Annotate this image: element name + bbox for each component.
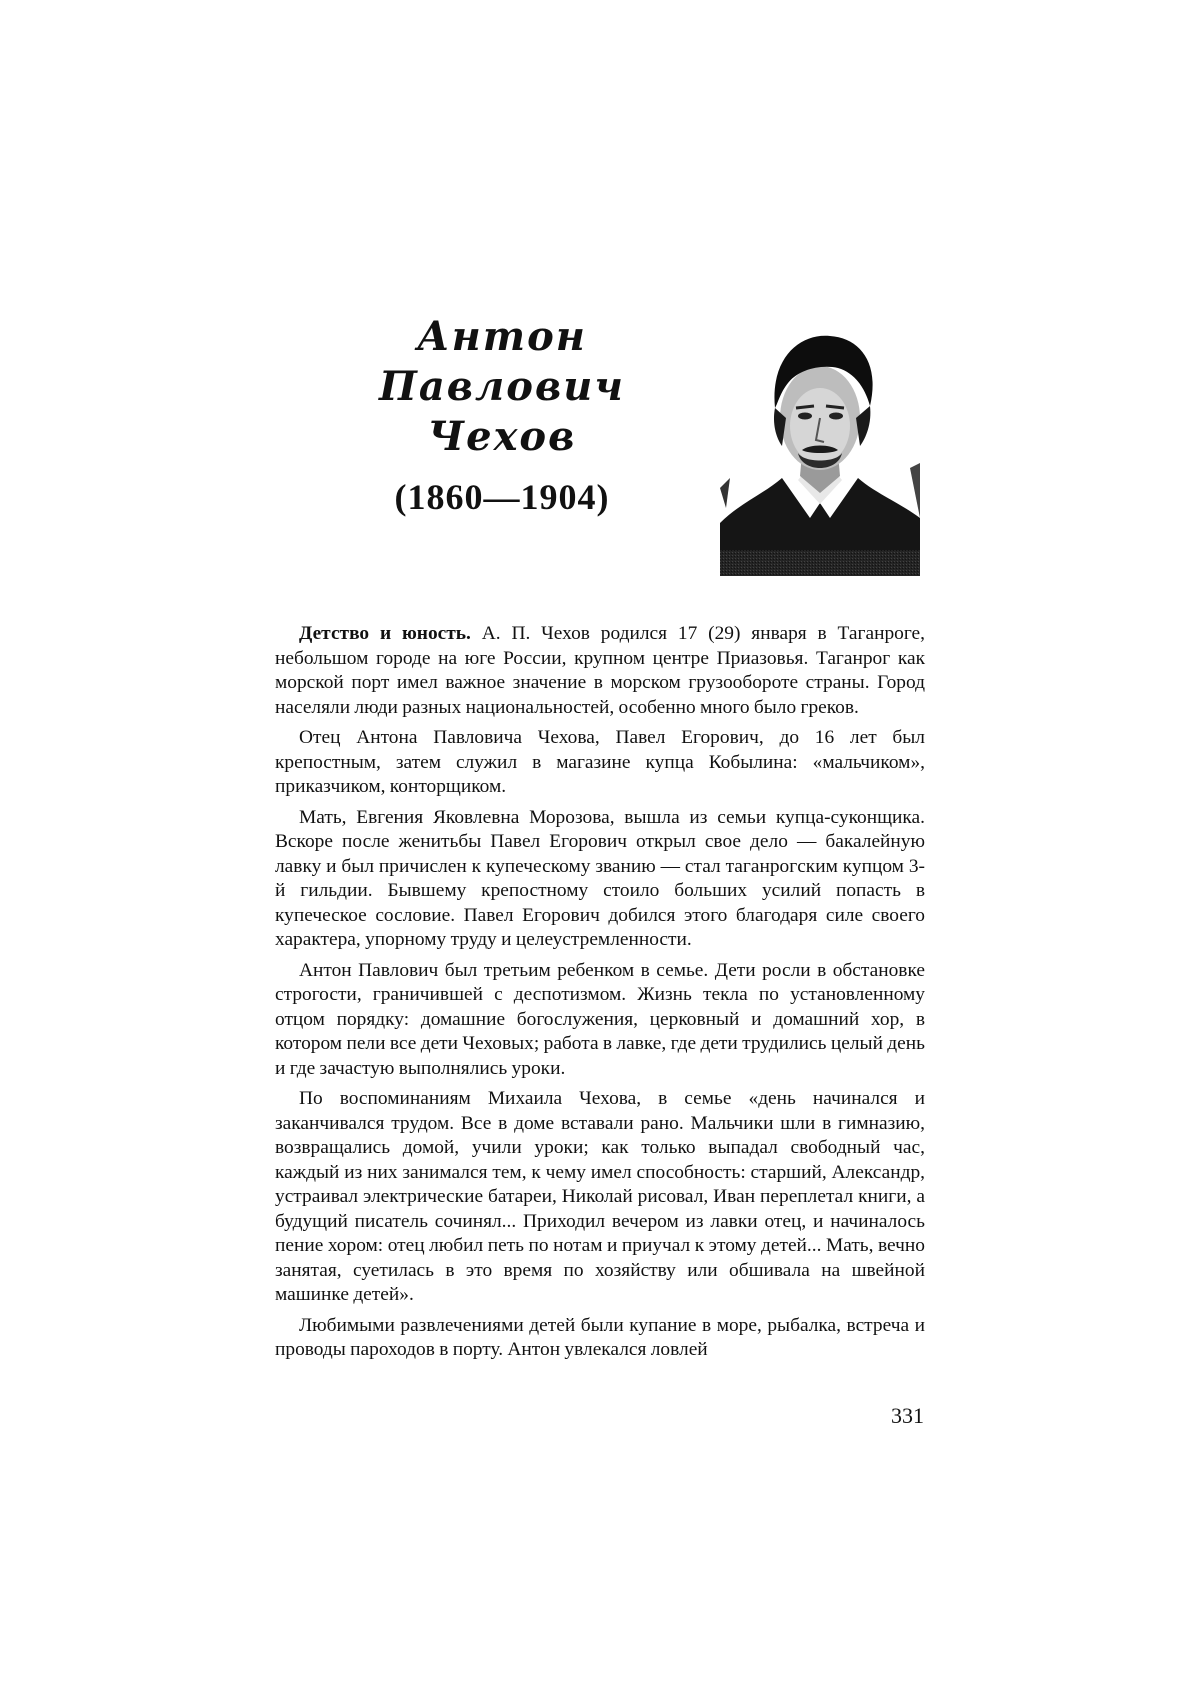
paragraph: Любимыми развлечениями детей были купание в море, рыбалка, встреча и проводы пароходов в порту. Антон увлекался ловлей [275, 1314, 925, 1360]
author-surname: Чехов [427, 413, 577, 460]
author-title [352, 312, 652, 518]
author-patronymic: Павлович [379, 363, 625, 410]
paragraph: Мать, Евгения Яковлевна Морозова, вышла из семьи купца-суконщика. Вскоре после женитьбы Павел Егорович открыл свое дело — бакалейную лавку и был причислен к купеческому званию — стал таганрогским купцом 3-й гильдии. Бывшему крепостному стоило больших усилий попасть в купеческое сословие. Павел Егорович добился этого благодаря силе своего характера, упорному труду и целеустремленности. [275, 806, 925, 950]
author-portrait-photo [720, 318, 920, 576]
paragraph: Отец Антона Павловича Чехова, Павел Егорович, до 16 лет был крепостным, затем служил в магазине купца Кобылина: «мальчиком», приказчиком, конторщиком. [275, 727, 925, 797]
page-number: 331 [891, 1403, 924, 1428]
paragraph-text: А. П. Чехов родился 17 (29) января в Таганроге, небольшом городе на юге России, крупном центре Приазовья. Таганрог как морской порт имел важное значение в морском грузообороте страны. Город населяли люди разных национальностей, особенно много было греков. [275, 623, 925, 718]
paragraph [275, 622, 925, 720]
biography-text [275, 622, 925, 1369]
author-first-name: Антон [417, 313, 587, 360]
paragraph: По воспоминаниям Михаила Чехова, в семье «день начинался и заканчивался трудом. Все в доме вставали рано. Мальчики шли в гимназию, возвращались домой, учили уроки; как только выпадал свободный час, каждый из них занимался тем, к чему имел способность: старший, Александр, устраивал электрические батареи, Николай рисовал, Иван переплетал книги, а будущий писатель сочинял... Приходил вечером из лавки отец, и начиналось пение хором: отец любил петь по нотам и приучал к этому детей... Мать, вечно занятая, суетилась в это время по хозяйству или обшивала на швейной машинке детей». [275, 1088, 925, 1305]
paragraph: Антон Павлович был третьим ребенком в семье. Дети росли в обстановке строгости, граничившей с деспотизмом. Жизнь текла по установленному отцом порядку: домашние богослужения, церковный и домашний хор, в котором пели все дети Чеховых; работа в лавке, где дети трудились целый день и где зачастую выполнялись уроки. [275, 959, 925, 1079]
section-heading: Детство и юность. [299, 623, 471, 644]
life-dates: (1860—1904) [394, 477, 610, 517]
